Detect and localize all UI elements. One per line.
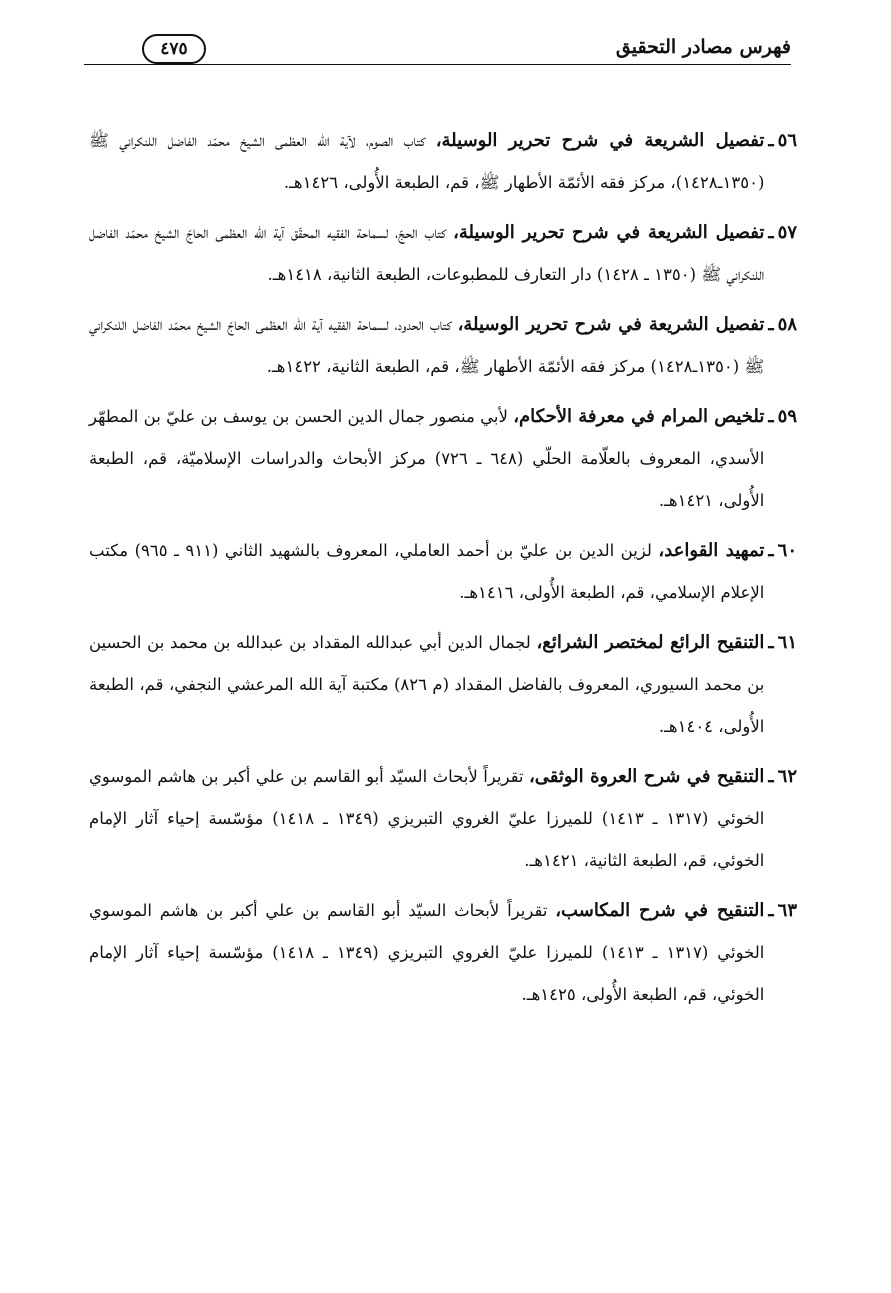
entry-number: ٥٨ [777, 314, 797, 335]
header-rule [84, 64, 791, 65]
entry-title: تلخيص المرام في معرفة الأحكام، [513, 406, 765, 427]
entry-dash: ـ [768, 406, 774, 427]
entry-number: ٥٩ [777, 406, 797, 427]
entry-title: التنقيح الرائع لمختصر الشرائع، [536, 632, 765, 653]
bibliography-entry [89, 120, 797, 204]
entry-body [89, 396, 764, 522]
entry-title: تفصيل الشريعة في شرح تحرير الوسيلة، [457, 314, 765, 335]
entry-dash: ـ [768, 900, 774, 921]
entry-body [89, 212, 764, 296]
bibliography-entry [89, 396, 797, 522]
entry-number: ٦٢ [777, 766, 797, 787]
entry-body [89, 120, 764, 204]
bibliography-entry [89, 212, 797, 296]
running-header [84, 34, 791, 68]
entry-dash: ـ [768, 540, 774, 561]
entry-body [89, 304, 764, 388]
entry-number: ٥٦ [777, 130, 797, 151]
entry-number: ٦٠ [777, 540, 797, 561]
entry-body [89, 530, 764, 614]
entry-title: تفصيل الشريعة في شرح تحرير الوسيلة، [435, 130, 765, 151]
bibliography-entry [89, 756, 797, 882]
entry-body [89, 756, 764, 882]
entry-text: تقريراً لأبحاث السيّد أبو القاسم بن علي أكبر بن هاشم الموسوي الخوئي (١٣١٧ ـ ١٤١٣) للميرزا عليّ الغروي التبريزي (١٣٤٩ ـ ١٤١٨) مؤسّسة إحياء آثار الإمام الخوئي، قم، الطبعة الثانية، ١٤٢١هـ. [89, 767, 765, 870]
entry-number: ٥٧ [777, 222, 797, 243]
entry-dash: ـ [768, 222, 774, 243]
entry-dash: ـ [768, 766, 774, 787]
header-title: فهرس مصادر التحقيق [615, 36, 791, 58]
entry-dash: ـ [768, 130, 774, 151]
entry-title: تفصيل الشريعة في شرح تحرير الوسيلة، [453, 222, 765, 243]
entry-text: لأبي منصور جمال الدين الحسن بن يوسف بن عليّ بن المطهّر الأسدي، المعروف بالعلّامة الحلّي (٦٤٨ ـ ٧٢٦) مركز الأبحاث والدراسات الإسلاميّة، قم، الطبعة الأُولى، ١٤٢١هـ. [89, 407, 765, 510]
entry-dash: ـ [768, 314, 774, 335]
entry-text: كتاب الحدود، لسماحة الفقيه آية الله العظمى الحاجّ الشيخ محمّد الفاضل اللنكراني ﷺ (١٣٥٠ـ١٤٢٨) مركز فقه الأئمّة الأطهار ﷺ، قم، الطبعة الثانية، ١٤٢٢هـ. [89, 315, 765, 376]
entry-title: التنقيح في شرح المكاسب، [555, 900, 765, 921]
entry-title: التنقيح في شرح العروة الوثقى، [528, 766, 765, 787]
entry-text: لجمال الدين أبي عبدالله المقداد بن عبدالله بن محمد بن الحسين بن محمد السيوري، المعروف بالفاضل المقداد (م ٨٢٦) مكتبة آية الله المرعشي النجفي، قم، الطبعة الأُولى، ١٤٠٤هـ. [89, 633, 765, 736]
entry-dash: ـ [768, 632, 774, 653]
bibliography-list [89, 120, 797, 1024]
bibliography-entry [89, 890, 797, 1016]
entry-body [89, 890, 764, 1016]
entry-title: تمهيد القواعد، [658, 540, 765, 561]
entry-body [89, 622, 764, 748]
entry-number: ٦١ [777, 632, 797, 653]
bibliography-entry [89, 304, 797, 388]
entry-number: ٦٣ [777, 900, 797, 921]
page-number: ٤٧٥ [142, 34, 206, 64]
bibliography-entry [89, 530, 797, 614]
entry-text: كتاب الحجّ، لسماحة الفقيه المحقّق آية الله العظمى الحاجّ الشيخ محمّد الفاضل اللنكراني ﷺ (١٣٥٠ ـ ١٤٢٨) دار التعارف للمطبوعات، الطبعة الثانية، ١٤١٨هـ. [89, 223, 765, 284]
bibliography-entry [89, 622, 797, 748]
entry-text: تقريراً لأبحاث السيّد أبو القاسم بن علي أكبر بن هاشم الموسوي الخوئي (١٣١٧ ـ ١٤١٣) للميرزا عليّ الغروي التبريزي (١٣٤٩ ـ ١٤١٨) مؤسّسة إحياء آثار الإمام الخوئي، قم، الطبعة الأُولى، ١٤٢٥هـ. [89, 901, 765, 1004]
entry-text: كتاب الصوم، لآية الله العظمى الشيخ محمّد الفاضل اللنكراني ﷺ (١٣٥٠ـ١٤٢٨)، مركز فقه الأئمّة الأطهار ﷺ، قم، الطبعة الأُولى، ١٤٢٦هـ. [89, 131, 765, 192]
entry-text: لزين الدين بن عليّ بن أحمد العاملي، المعروف بالشهيد الثاني (٩١١ ـ ٩٦٥) مكتب الإعلام الإسلامي، قم، الطبعة الأُولى، ١٤١٦هـ. [89, 541, 765, 602]
